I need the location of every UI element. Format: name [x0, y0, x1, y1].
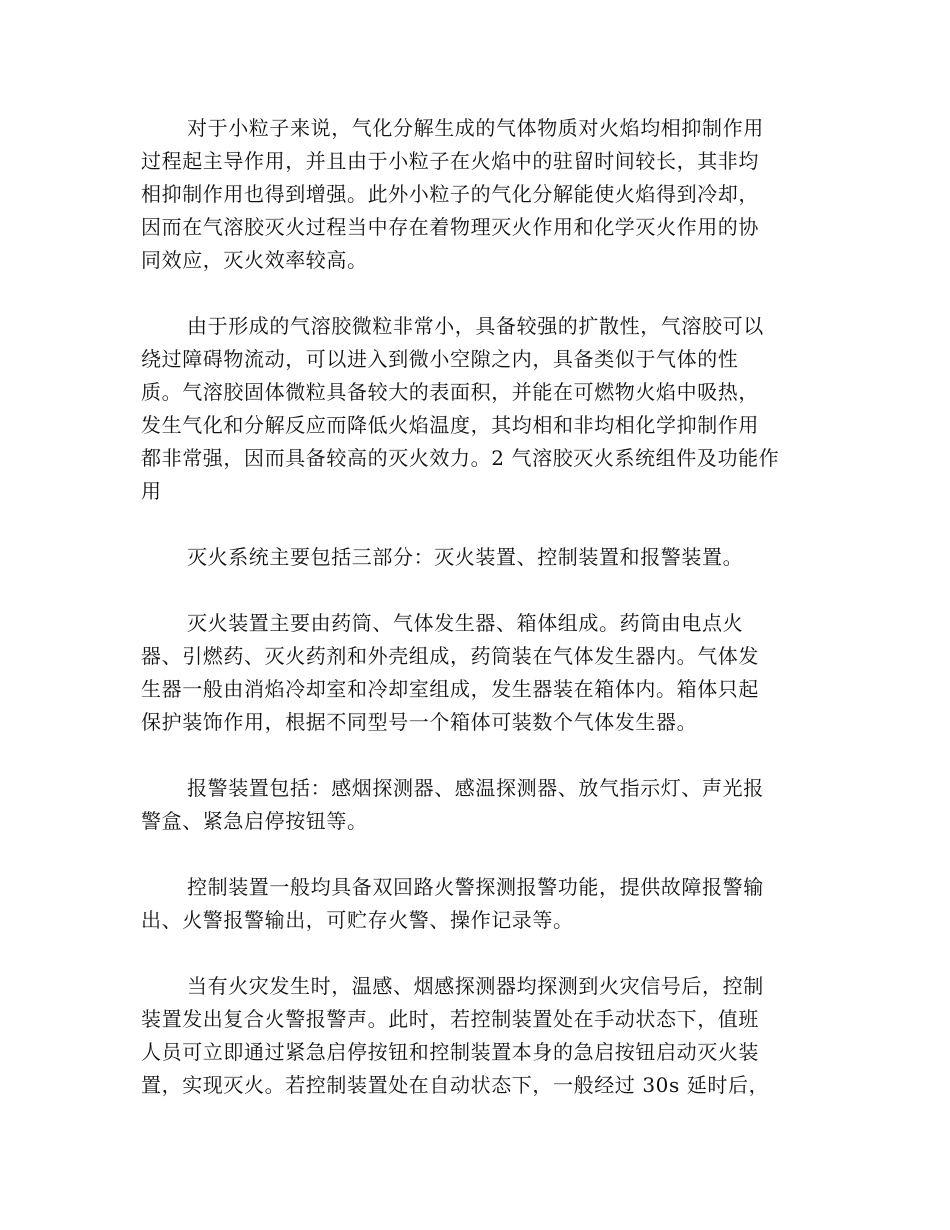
p2-line-2: 绕过障碍物流动，可以进入到微小空隙之内，具备类似于气体的性	[141, 347, 739, 371]
p6-line-1: 控制装置一般均具备双回路火警探测报警功能，提供故障报警输	[187, 875, 764, 899]
p5-line-2: 警盒、紧急启停按钮等。	[141, 809, 368, 833]
p2-line-4: 发生气化和分解反应而降低火焰温度，其均相和非均相化学抑制作用	[141, 413, 759, 437]
p2-line-6: 用	[141, 479, 162, 503]
p1-line-5: 同效应，灭火效率较高。	[141, 248, 368, 272]
p7-line-4: 置，实现灭火。若控制装置处在自动状态下，一般经过 30s 延时后，	[141, 1073, 770, 1097]
p4-line-4: 保护装饰作用，根据不同型号一个箱体可装数个气体发生器。	[141, 710, 698, 734]
p1-line-4: 因而在气溶胶灭火过程当中存在着物理灭火作用和化学灭火作用的协	[141, 215, 759, 239]
p2-line-3: 质。气溶胶固体微粒具备较大的表面积，并能在可燃物火焰中吸热，	[141, 380, 759, 404]
p2-line-1: 由于形成的气溶胶微粒非常小，具备较强的扩散性，气溶胶可以	[187, 314, 764, 338]
p3-line-1: 灭火系统主要包括三部分：灭火装置、控制装置和报警装置。	[187, 545, 744, 569]
p4-line-3: 生器一般由消焰冷却室和冷却室组成，发生器装在箱体内。箱体只起	[141, 677, 759, 701]
p6-line-2: 出、火警报警输出，可贮存火警、操作记录等。	[141, 908, 574, 932]
p1-line-3: 相抑制作用也得到增强。此外小粒子的气化分解能使火焰得到冷却，	[141, 182, 759, 206]
p1-line-2: 过程起主导作用，并且由于小粒子在火焰中的驻留时间较长，其非均	[141, 149, 759, 173]
p7-line-3: 人员可立即通过紧急启停按钮和控制装置本身的急启按钮启动灭火装	[141, 1040, 759, 1064]
p1-line-1: 对于小粒子来说，气化分解生成的气体物质对火焰均相抑制作用	[187, 116, 764, 140]
p7-line-1: 当有火灾发生时，温感、烟感探测器均探测到火灾信号后，控制	[187, 974, 764, 998]
p4-line-1: 灭火装置主要由药筒、气体发生器、箱体组成。药筒由电点火	[187, 611, 744, 635]
p4-line-2: 器、引燃药、灭火药剂和外壳组成，药筒装在气体发生器内。气体发	[141, 644, 759, 668]
p5-line-1: 报警装置包括：感烟探测器、感温探测器、放气指示灯、声光报	[187, 776, 764, 800]
p2-line-5: 都非常强，因而具备较高的灭火效力。2 气溶胶灭火系统组件及功能作	[141, 446, 780, 470]
p7-line-2: 装置发出复合火警报警声。此时，若控制装置处在手动状态下，值班	[141, 1007, 759, 1031]
